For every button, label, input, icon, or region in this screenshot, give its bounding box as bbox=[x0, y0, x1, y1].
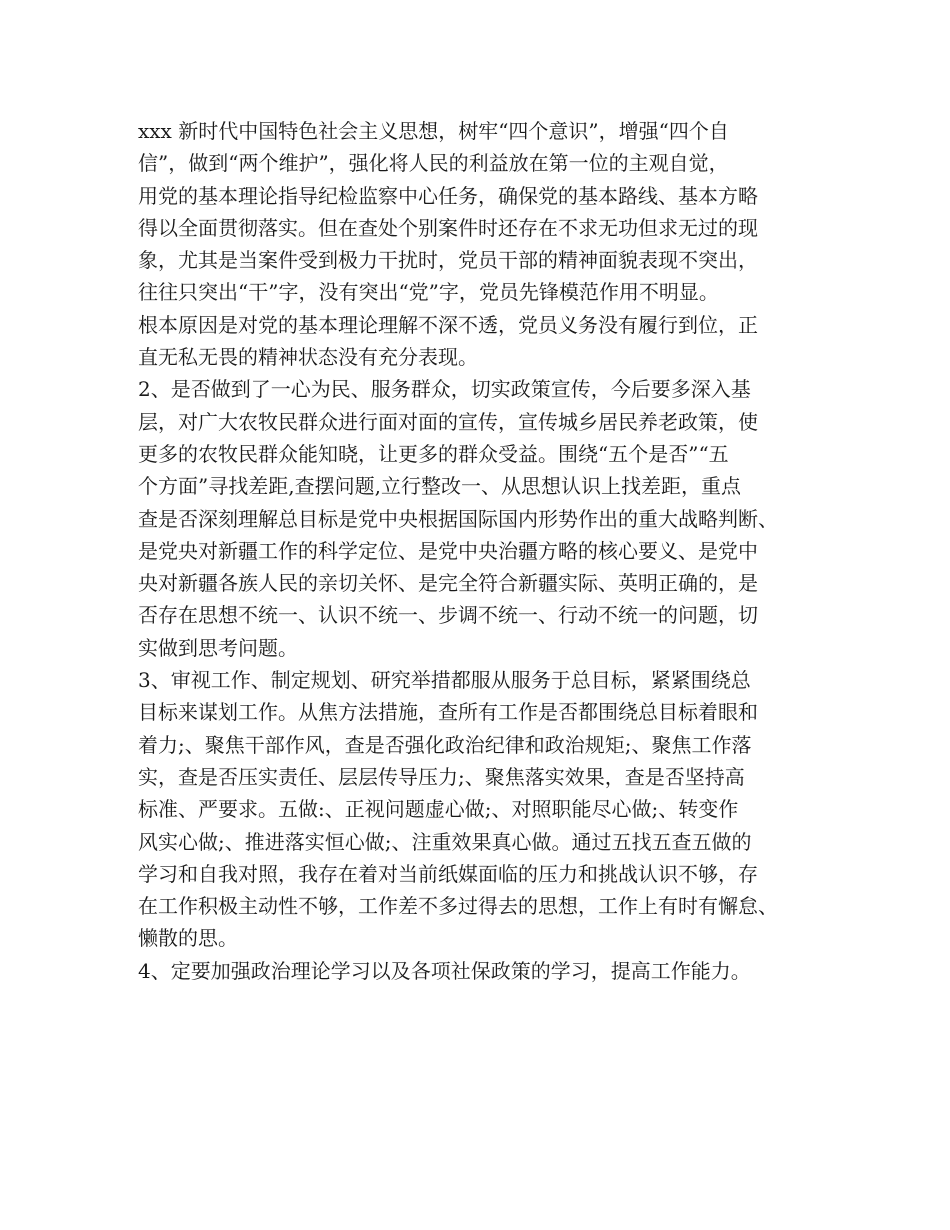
text-line: 着力;、聚焦干部作风，查是否强化政治纪律和政治规矩;、聚焦工作落 bbox=[138, 732, 752, 757]
text-line: 懒散的思。 bbox=[138, 926, 238, 951]
text-line: 往往只突出“干”字，没有突出“党”字，党员先锋模范作用不明显。 bbox=[138, 280, 719, 305]
text-line: 学习和自我对照，我存在着对当前纸媒面临的压力和挑战认识不够，存 bbox=[138, 861, 758, 886]
text-line: xxx 新时代中国特色社会主义思想，树牢“四个意识”，增强“四个自 bbox=[138, 119, 729, 143]
text-line: 央对新疆各族人民的亲切关怀、是完全符合新疆实际、英明正确的，是 bbox=[138, 571, 758, 596]
text-line: 标准、严要求。五做:、正视问题虚心做;、对照职能尽心做;、转变作 bbox=[138, 797, 739, 822]
text-line: 否存在思想不统一、认识不统一、步调不统一、行动不统一的问题，切 bbox=[138, 603, 758, 628]
text-line: 根本原因是对党的基本理论理解不深不透，党员义务没有履行到位，正 bbox=[138, 312, 758, 337]
text-line: 直无私无畏的精神状态没有充分表现。 bbox=[138, 345, 478, 370]
text-line: 实做到思考问题。 bbox=[138, 635, 298, 660]
text-line: 风实心做;、推进落实恒心做;、注重效果真心做。通过五找五查五做的 bbox=[138, 829, 752, 854]
text-line: 实，查是否压实责任、层层传导压力;、聚焦落实效果，查是否坚持高 bbox=[138, 764, 745, 789]
text-line: 3、审视工作、制定规划、研究举措都服从服务于总目标，紧紧围绕总 bbox=[138, 668, 751, 693]
text-line: 更多的农牧民群众能知晓，让更多的群众受益。围绕“五个是否”“五 bbox=[138, 441, 729, 466]
text-line: 层，对广大农牧民群众进行面对面的宣传，宣传城乡居民养老政策，使 bbox=[138, 409, 758, 434]
text-line: 2、是否做到了一心为民、服务群众，切实政策宣传，今后要多深入基 bbox=[138, 377, 751, 402]
body-text bbox=[138, 115, 828, 987]
text-line: 个方面”寻找差距,查摆问题,立行整改一、从思想认识上找差距，重点 bbox=[138, 474, 741, 499]
text-line: 查是否深刻理解总目标是党中央根据国际国内形势作出的重大战略判断、 bbox=[138, 506, 778, 531]
text-line: 信”，做到“两个维护”，强化将人民的利益放在第一位的主观自觉， bbox=[138, 151, 729, 176]
text-line: 在工作积极主动性不够，工作差不多过得去的思想，工作上有时有懈怠、 bbox=[138, 894, 778, 919]
text-line: 目标来谋划工作。从焦方法措施，查所有工作是否都围绕总目标着眼和 bbox=[138, 700, 758, 725]
text-line: 4、定要加强政治理论学习以及各项社保政策的学习，提高工作能力。 bbox=[138, 958, 751, 983]
text-line: 用党的基本理论指导纪检监察中心任务，确保党的基本路线、基本方略 bbox=[138, 183, 758, 208]
text-line: 象，尤其是当案件受到极力干扰时，党员干部的精神面貌表现不突出， bbox=[138, 248, 758, 273]
text-line: 是党央对新疆工作的科学定位、是党中央治疆方略的核心要义、是党中 bbox=[138, 538, 758, 563]
text-line: 得以全面贯彻落实。但在查处个别案件时还存在不求无功但求无过的现 bbox=[138, 215, 758, 240]
